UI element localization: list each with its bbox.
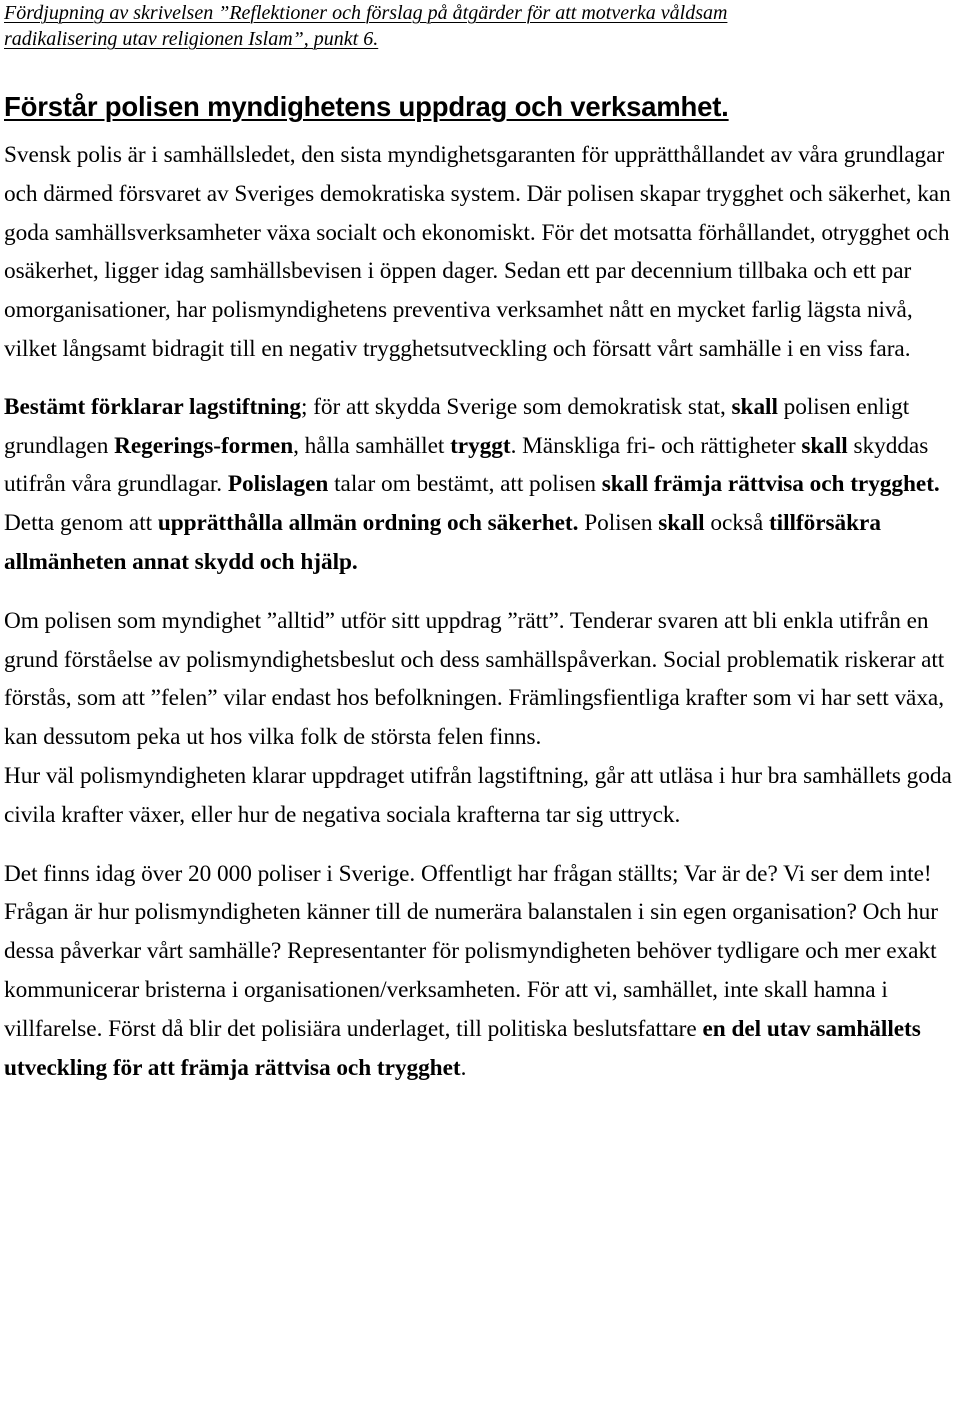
bold-text: Regerings-formen	[114, 432, 294, 459]
bold-text: skall	[658, 510, 705, 537]
header-line-1: Fördjupning av skrivelsen ”Reflektioner och förslag på åtgärder för att motverka våldsam	[4, 2, 728, 24]
paragraph-assessment: Hur väl polismyndigheten klarar uppdraget utifrån lagstiftning, går att utläsa i hur bra samhällets goda civila krafter växer, eller hur de negativa sociala krafterna tar sig uttryck.	[4, 762, 952, 828]
bold-text: Bestämt förklarar lagstiftning	[4, 393, 302, 420]
bold-text: upprätthålla allmän ordning och säkerhet.	[157, 510, 579, 537]
bold-text: tryggt	[450, 432, 511, 459]
document-page	[4, 0, 956, 1087]
bold-text: en del utav samhällets utveckling för att främja rättvisa och trygghet	[4, 1015, 921, 1081]
bold-text: skall	[731, 393, 778, 420]
bold-text: skall	[801, 432, 848, 459]
section-title: Förstår polisen myndighetens uppdrag och verksamhet.	[4, 91, 729, 122]
bold-text: skall främja rättvisa och trygghet.	[601, 471, 940, 498]
paragraph-mission: Svensk polis är i samhällsledet, den sista myndighetsgaranten för upprätthållandet av våra grundlagar och därmed försvaret av Sveriges demokratiska system. Där polisen skapar trygghet och säkerhet, kan goda samhällsverksamheter växa socialt och ekonomiskt. För det motsatta förhållandet, otrygghet och osäkerhet, ligger idag samhällsbevisen i öppen dager. Sedan ett par decennium tillbaka och ett par omorganisationer, har polismyndighetens preventiva verksamhet nått en mycket farlig lägsta nivå, vilket långsamt bidragit till en negativ trygghetsutveckling och försatt vårt samhälle i en viss fara.	[4, 142, 951, 362]
bold-text: tillförsäkra allmänheten annat skydd och hjälp.	[4, 510, 881, 575]
paragraph-police-numbers: Det finns idag över 20 000 poliser i Sverige. Offentligt har frågan ställts; Var är de? Vi ser dem inte! Frågan är hur polismyndigheten känner till de numerära balanstalen i sin egen organisation? Och hur dessa påverkar vårt samhälle? Representanter för polismyndigheten behöver tydligare och mer exakt kommunicerar bristerna i organisationen/verksamheten. För att vi, samhället, inte skall hamna i villfarelse. Först då blir det polisiära underlaget, till politiska beslutsfattare en del utav samhällets utveckling för att främja rättvisa och trygghet.	[4, 860, 938, 1081]
paragraph-perception: Om polisen som myndighet ”alltid” utför sitt uppdrag ”rätt”. Tenderar svaren att bli enkla utifrån en grund förståelse av polismyndighetsbeslut och dess samhällspåverkan. Social problematik riskerar att förstås, som att ”felen” vilar endast hos befolkningen. Främlingsfientliga krafter som vi har sett växa, kan dessutom peka ut hos vilka folk de största felen finns.	[4, 607, 945, 751]
document-header	[4, 0, 956, 52]
bold-text: Polislagen	[227, 471, 329, 498]
paragraph-legislation: Bestämt förklarar lagstiftning; för att skydda Sverige som demokratisk stat, skall polisen enligt grundlagen Regerings-formen, hålla samhället tryggt. Mänskliga fri- och rättigheter skall skyddas utifrån våra grundlagar. Polislagen talar om bestämt, att polisen skall främja rättvisa och trygghet. Detta genom att upprätthålla allmän ordning och säkerhet. Polisen skall också tillförsäkra allmänheten annat skydd och hjälp.	[4, 393, 940, 575]
header-line-2: radikalisering utav religionen Islam”, punkt 6.	[4, 28, 379, 50]
